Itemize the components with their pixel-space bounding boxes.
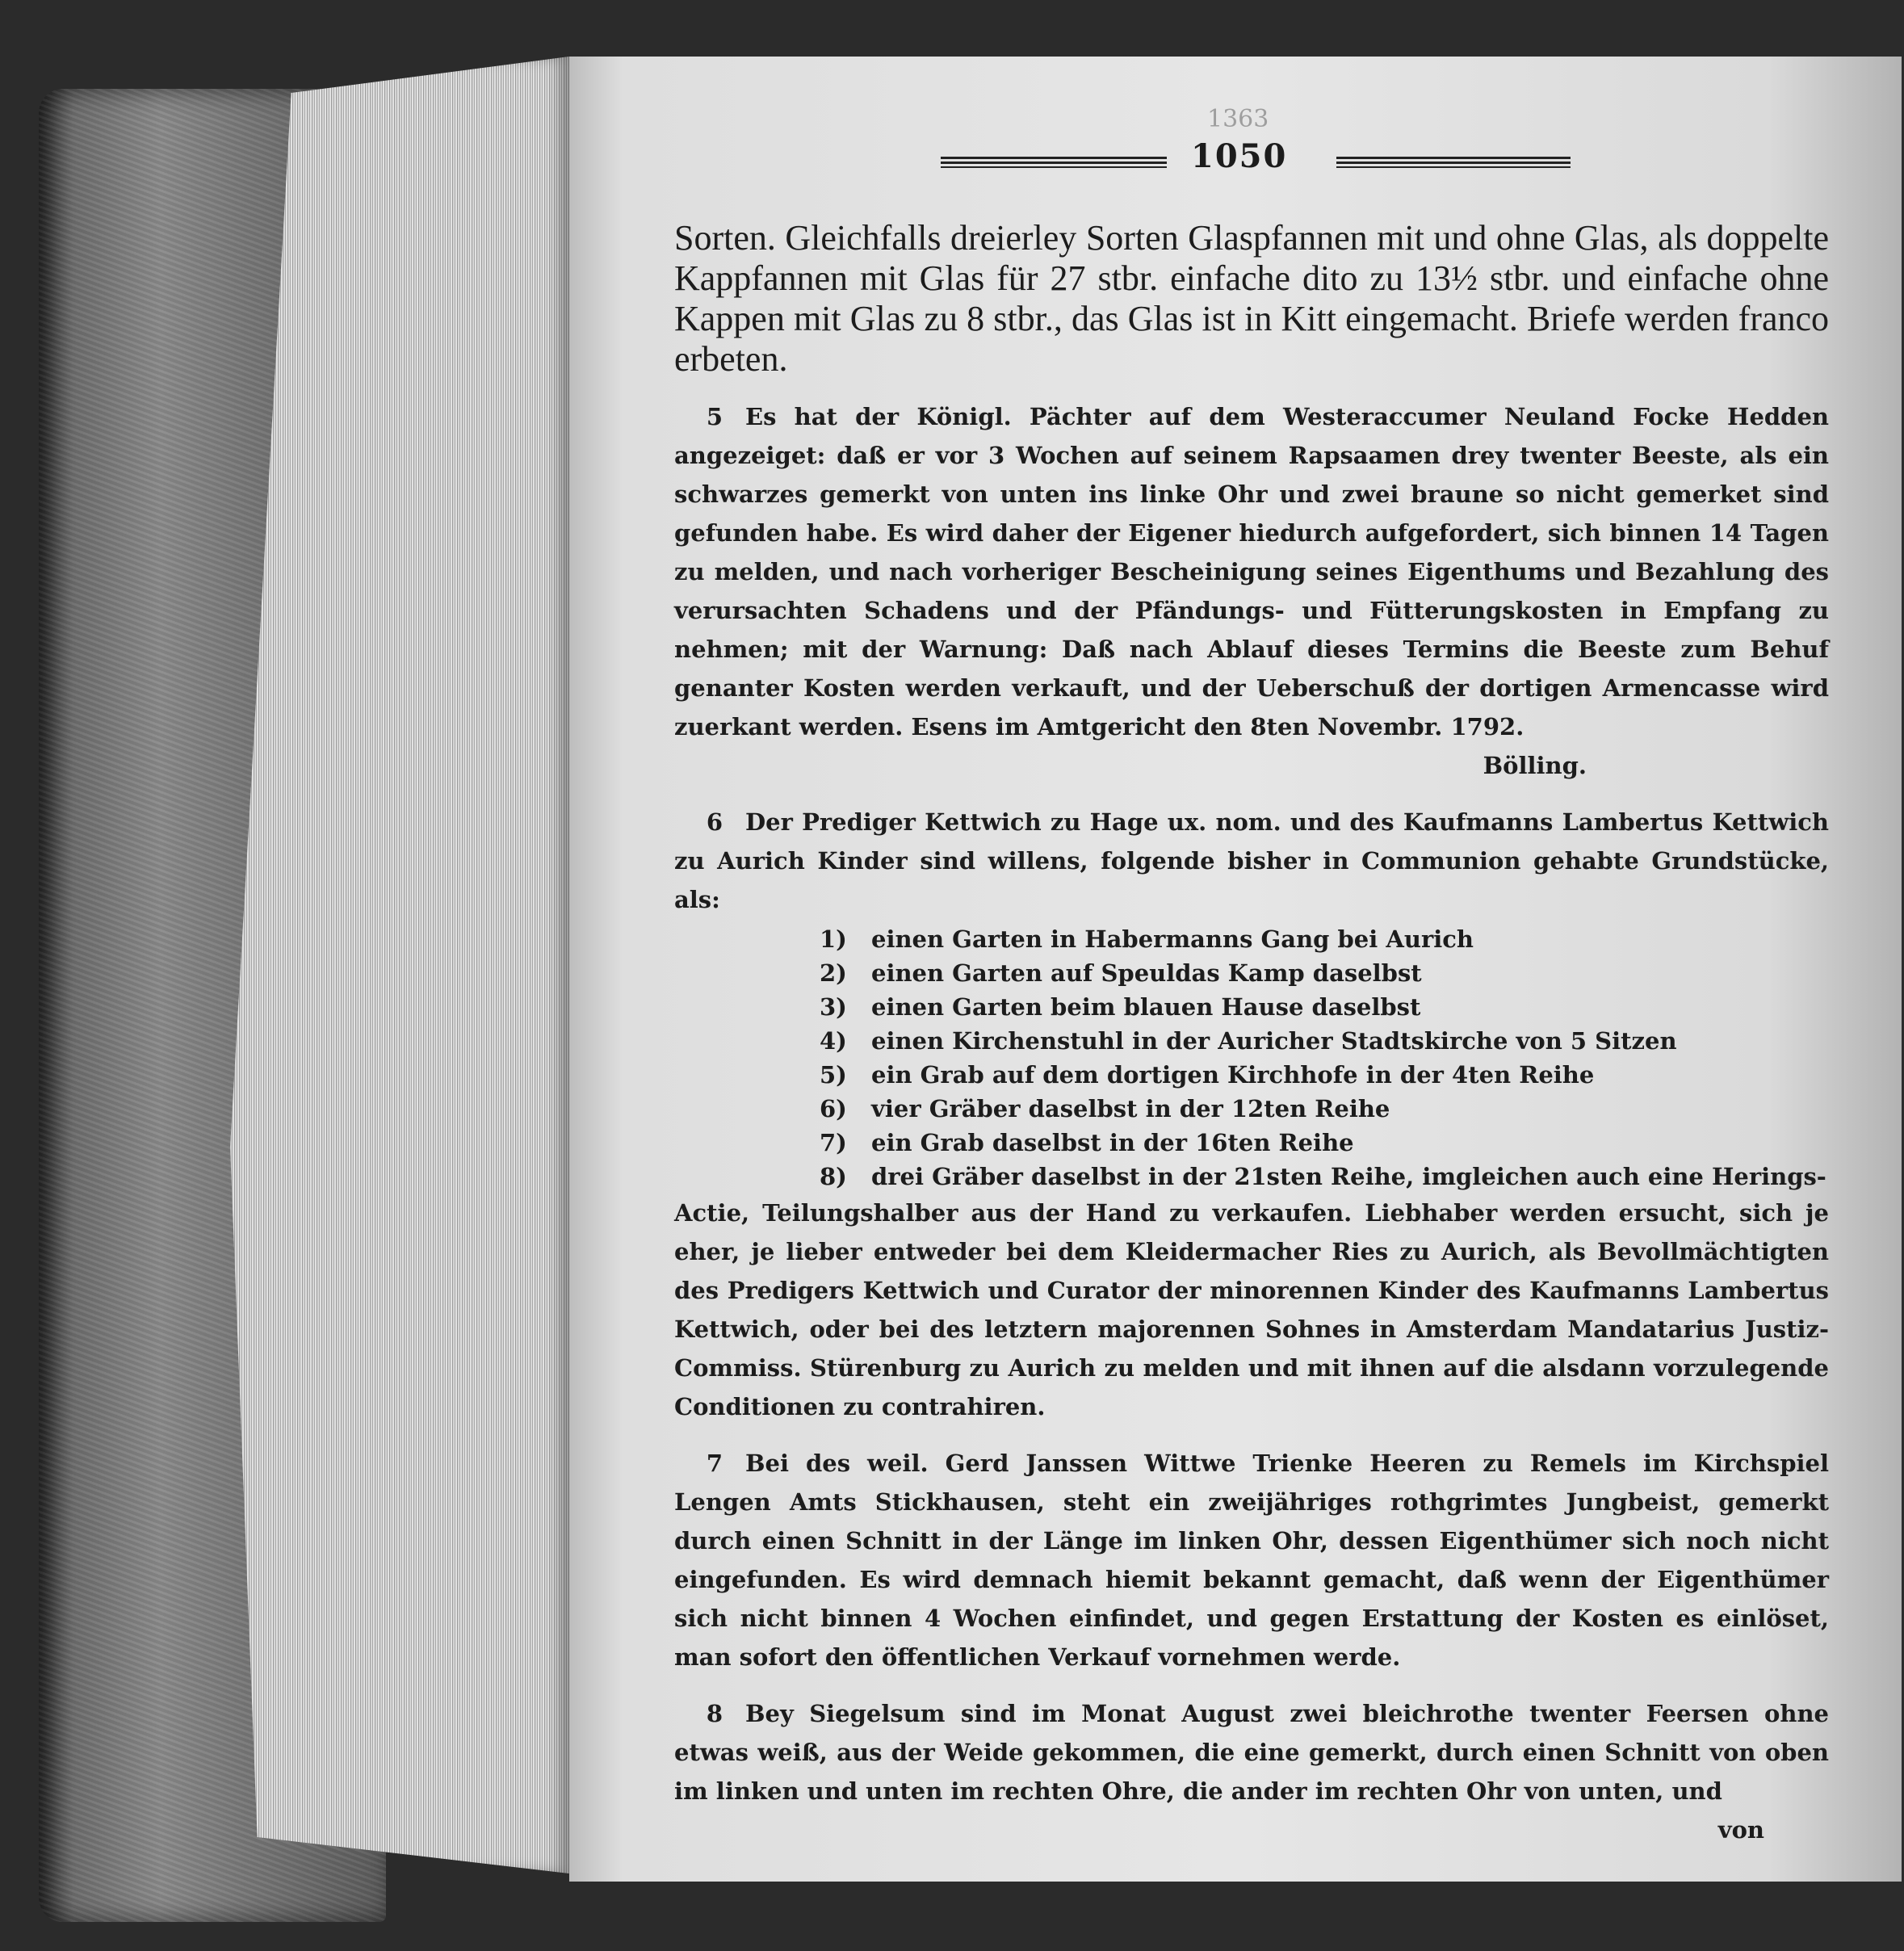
list-item: 7) ein Grab daselbst in der 16ten Reihe: [820, 1129, 1354, 1156]
faint-page-number: 1363: [1207, 105, 1269, 133]
list-item: 1) einen Garten in Habermanns Gang bei Aurich: [820, 925, 1474, 953]
notice-6-intro: [674, 803, 1829, 919]
notice-7: [674, 1444, 1829, 1676]
list-item: 5) ein Grab auf dem dortigen Kirchhofe in der 4ten Reihe: [820, 1061, 1595, 1089]
list-item: 6) vier Gräber daselbst in der 12ten Reihe: [820, 1095, 1390, 1122]
page-header: [941, 105, 1764, 178]
notice-text: Bey Siegelsum sind im Monat August zwei bleichrothe twenter Feersen ohne etwas weiß, aus der Weide gekommen, die eine gemerkt, durch einen Schnitt von oben im linken und unten im rechten Ohre, die ander im rechten Ohr von unten, und: [674, 1700, 1829, 1805]
notice-7-body: [674, 1444, 1829, 1676]
notice-text: Der Prediger Kettwich zu Hage ux. nom. und des Kaufmanns Lambertus Kettwich zu Aurich Kinder sind willens, folgende bisher in Communion gehabte Grundstücke, als:: [674, 808, 1829, 913]
header-rule-left: [941, 157, 1167, 168]
list-item: 4) einen Kirchenstuhl in der Auricher Stadtskirche von 5 Sitzen: [820, 1027, 1677, 1055]
notice-text: Bei des weil. Gerd Janssen Wittwe Trienke Heeren zu Remels im Kirchspiel Lengen Amts Stickhausen, steht ein zweijähriges rothgrimtes Jungbeist, gemerkt durch einen Schnitt in der Länge im linken Ohr, dessen Eigenthümer sich noch nicht eingefunden. Es wird demnach hiemit bekannt gemacht, daß wenn der Eigenthümer sich nicht binnen 4 Wochen einfindet, und gegen Erstattung der Kosten es einlöset, man sofort den öffentlichen Verkauf vornehmen werde.: [674, 1450, 1829, 1671]
notice-8: [674, 1694, 1829, 1849]
notice-5: [674, 397, 1829, 785]
page-edges: [230, 57, 569, 1873]
list-item: 8) drei Gräber daselbst in der 21sten Reihe, imgleichen auch eine Herings-: [820, 1163, 1826, 1190]
page-number: 1050: [1191, 137, 1288, 175]
continuation-paragraph: Sorten. Gleichfalls dreierley Sorten Glaspfannen mit und ohne Glas, als doppelte Kappfannen mit Glas für 27 stbr. einfache dito zu 13½ stbr. und einfache ohne Kappen mit Glas zu 8 stbr., das Glas ist in Kitt eingemacht. Briefe werden franco erbeten.: [674, 218, 1829, 379]
notice-6-closing: Actie, Teilungshalber aus der Hand zu verkaufen. Liebhaber werden ersucht, sich je eher, je lieber entweder bei dem Kleidermacher Ries zu Aurich, als Bevollmächtigten des Predigers Kettwich und Curator der minorennen Kinder des Kaufmanns Lambertus Kettwich, oder bei des letztern majorennen Sohnes in Amsterdam Mandatarius Justiz-Commiss. Stürenburg zu Aurich zu melden und mit ihnen auf die alsdann vorzulegende Conditionen zu contrahiren.: [674, 1199, 1829, 1420]
notice-number: 6: [706, 808, 723, 836]
list-item: 2) einen Garten auf Speuldas Kamp daselbst: [820, 959, 1422, 987]
catchword: von: [1717, 1816, 1764, 1844]
notice-text: Es hat der Königl. Pächter auf dem Westeraccumer Neuland Focke Hedden angezeiget: daß er vor 3 Wochen auf seinem Rapsaamen drey twenter Beeste, als ein schwarzes gemerkt von unten ins linke Ohr und zwei braune so nicht gemerket sind gefunden habe. Es wird daher der Eigener hiedurch aufgefordert, sich binnen 14 Tagen zu melden, und nach vorheriger Bescheinigung seines Eigenthums und Bezahlung des verursachten Schadens und der Pfändungs- und Fütterungskosten in Empfang zu nehmen; mit der Warnung: Daß nach Ablauf dieses Termins die Beeste zum Behuf genanter Kosten werden verkauft, und der Ueberschuß der dortigen Armencasse wird zuerkant werden. Esens im Amtgericht den 8ten Novembr. 1792.: [674, 403, 1829, 741]
notice-number: 8: [706, 1700, 723, 1727]
header-rule-right: [1336, 157, 1571, 168]
signature: Bölling.: [1483, 752, 1587, 779]
notice-number: 5: [706, 403, 723, 430]
notice-number: 7: [706, 1450, 723, 1477]
book-page: [569, 57, 1902, 1882]
notice-6: [674, 803, 1829, 1426]
property-list: [820, 922, 1829, 1194]
notice-8-body: [674, 1694, 1829, 1810]
page-text: [674, 218, 1829, 1849]
notice-5-body: [674, 397, 1829, 746]
list-item: 3) einen Garten beim blauen Hause daselbst: [820, 993, 1421, 1021]
